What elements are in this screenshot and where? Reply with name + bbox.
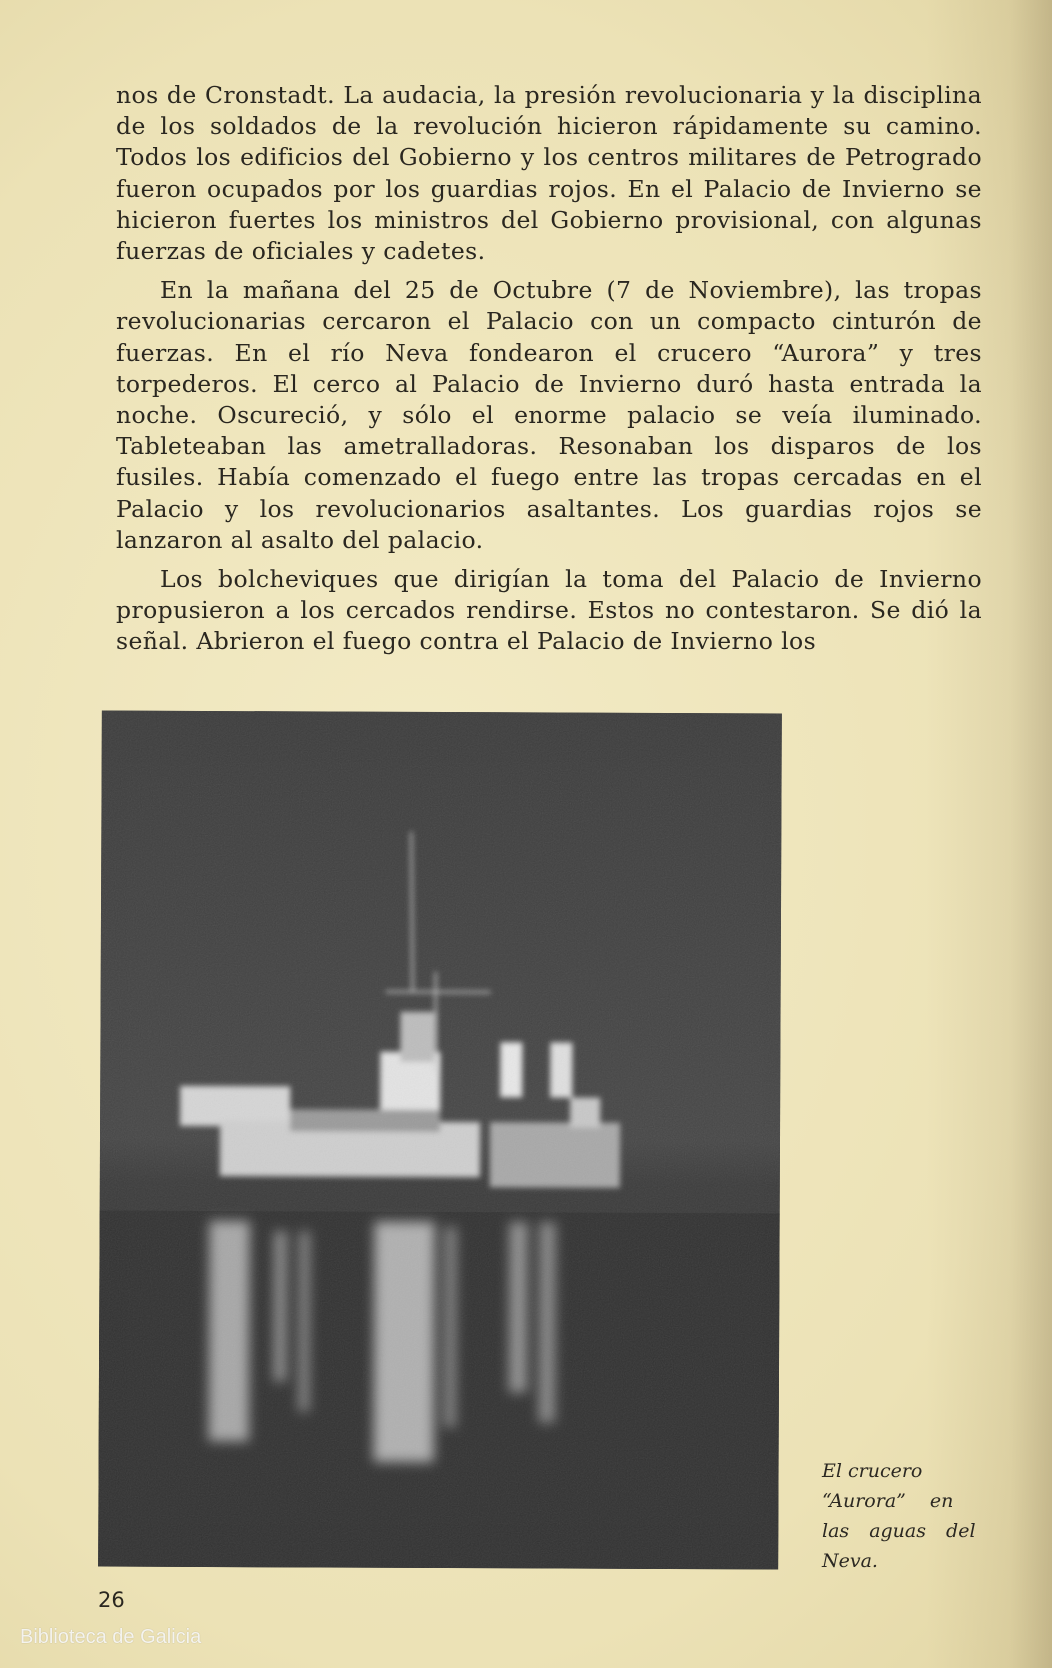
caption-line-3: las aguas del (822, 1520, 976, 1542)
cruiser-aurora-photo (98, 711, 782, 1570)
paragraph-3: Los bolcheviques que dirigían la toma del Palacio de Invierno propusieron a los cercados rendirse. Estos no contestaron. Se dió la señal. Abrieron el fuego contra el Palacio de Invierno los (116, 565, 982, 656)
figure-caption (822, 1456, 976, 1576)
caption-line-2: “Aurora” en (822, 1490, 954, 1512)
body-text (116, 80, 982, 666)
caption-line-4: Neva. (822, 1550, 878, 1572)
night-harbor-image (98, 711, 782, 1570)
paragraph-1: nos de Cronstadt. La audacia, la presión revolucionaria y la disciplina de los soldados de la revolución hicieron rápidamente su camino. Todos los edificios del Gobierno y los centros militares de Petrogrado fueron ocupados por los guardias rojos. En el Palacio de Invierno se hicieron fuertes los ministros del Gobierno provisional, con algunas fuerzas de oficiales y cadetes. (116, 81, 982, 266)
caption-line-1: El crucero (822, 1460, 923, 1482)
page-number: 26 (98, 1588, 125, 1612)
library-watermark: Biblioteca de Galicia (20, 1626, 202, 1648)
paragraph-2: En la mañana del 25 de Octubre (7 de Noviembre), las tropas revolucionarias cercaron el Palacio con un compacto cinturón de fuerzas. En el río Neva fondearon el crucero “Aurora” y tres torpederos. El cerco al Palacio de Invierno duró hasta entrada la noche. Oscureció, y sólo el enorme palacio se veía iluminado. Tableteaban las ametralladoras. Resonaban los disparos de los fusiles. Había comenzado el fuego entre las tropas cercadas en el Palacio y los revolucionarios asaltantes. Los guardias rojos se lanzaron al asalto del palacio. (116, 276, 982, 554)
